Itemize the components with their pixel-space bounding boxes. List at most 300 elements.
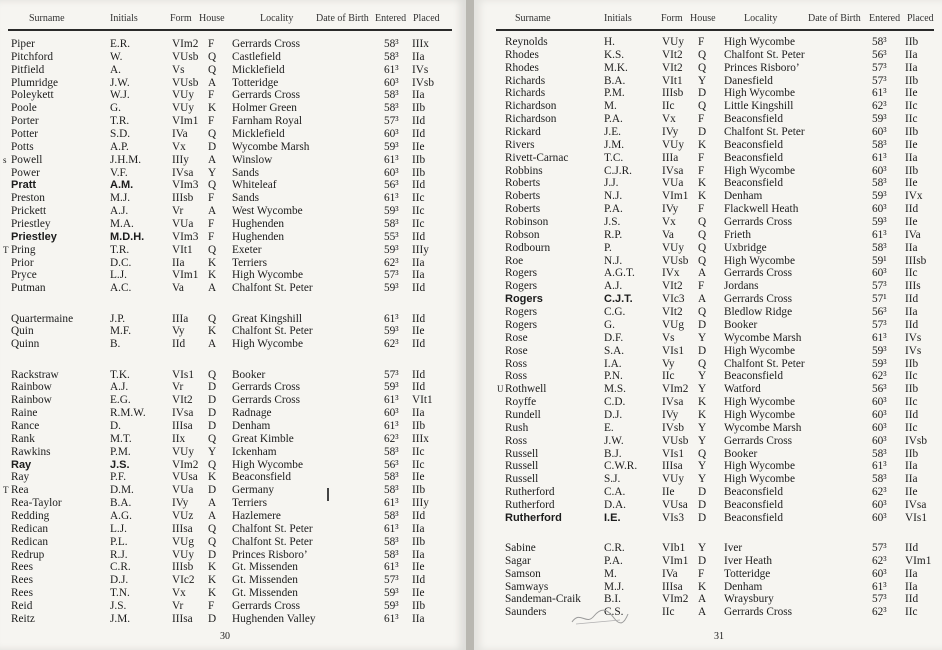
cell-initials: N.J. bbox=[604, 254, 623, 267]
cell-entered: 61³ bbox=[384, 522, 399, 535]
cell-house: D bbox=[698, 344, 707, 357]
cell-form: IVx bbox=[662, 267, 680, 280]
cell-surname: Rose bbox=[505, 331, 528, 344]
cell-initials: P.L. bbox=[110, 535, 128, 548]
cell-locality: Sands bbox=[232, 192, 259, 205]
cell-placed: IIe bbox=[905, 177, 918, 190]
cell-house: Y bbox=[698, 74, 707, 87]
cell-placed: IId bbox=[412, 312, 426, 325]
cell-form: IVa bbox=[172, 128, 188, 141]
cell-house: Q bbox=[208, 50, 217, 63]
table-row bbox=[474, 306, 942, 319]
cell-entered: 57³ bbox=[872, 593, 887, 606]
cell-surname: Potts bbox=[11, 140, 34, 153]
cell-surname: Pratt bbox=[11, 179, 37, 192]
cell-initials: P.F. bbox=[110, 471, 127, 484]
cell-surname: Rea bbox=[11, 484, 29, 497]
cell-house: F bbox=[208, 218, 215, 231]
cell-form: VUy bbox=[172, 102, 194, 115]
table-row bbox=[0, 510, 466, 523]
table-row bbox=[0, 141, 466, 154]
cell-surname: Samson bbox=[505, 567, 541, 580]
cell-house: F bbox=[698, 113, 705, 126]
cell-form: Vx bbox=[662, 113, 676, 126]
cell-surname: Rogers bbox=[505, 318, 538, 331]
cell-house: F bbox=[208, 230, 215, 243]
cell-locality: Totteridge bbox=[724, 567, 771, 580]
cell-entered: 58³ bbox=[872, 36, 887, 48]
table-row bbox=[474, 126, 942, 139]
table-row bbox=[474, 460, 942, 473]
cell-initials: M.J. bbox=[110, 192, 131, 205]
cell-house: Q bbox=[208, 179, 217, 192]
cell-locality: Beaconsfield bbox=[724, 113, 783, 126]
cell-entered: 61³ bbox=[384, 153, 399, 166]
cell-locality: High Wycombe bbox=[724, 408, 795, 421]
cell-entered: 60³ bbox=[872, 408, 887, 421]
table-row bbox=[0, 446, 466, 459]
cell-placed: IVs bbox=[412, 63, 429, 76]
cell-locality: Germany bbox=[232, 484, 275, 497]
cell-placed: IIIy bbox=[412, 497, 429, 510]
header-house: House bbox=[690, 13, 716, 24]
cell-form: IIIa bbox=[172, 312, 189, 325]
cell-form: Vx bbox=[662, 216, 676, 229]
cell-locality: High Wycombe bbox=[232, 458, 303, 471]
cell-surname: Potter bbox=[11, 128, 38, 141]
cell-entered: 58³ bbox=[384, 38, 399, 50]
cell-entered: 60³ bbox=[384, 76, 399, 89]
table-row bbox=[474, 242, 942, 255]
cell-surname: Rivers bbox=[505, 138, 535, 151]
cell-placed: IIa bbox=[412, 522, 425, 535]
handwritten-signature-mark bbox=[570, 606, 630, 628]
cell-entered: 61³ bbox=[384, 497, 399, 510]
table-row bbox=[0, 51, 466, 64]
cell-house: F bbox=[698, 280, 705, 293]
cell-placed: IId bbox=[412, 179, 426, 192]
table-row bbox=[474, 568, 942, 581]
cell-initials: T.N. bbox=[110, 587, 130, 600]
cell-initials: J.S. bbox=[110, 599, 127, 612]
cell-house: Q bbox=[698, 254, 707, 267]
cell-initials: A.J. bbox=[110, 381, 129, 394]
cell-locality: Castlefield bbox=[232, 50, 281, 63]
cell-placed: IIe bbox=[412, 587, 425, 600]
cell-house: F bbox=[208, 192, 215, 205]
table-row bbox=[474, 555, 942, 568]
cell-initials: D. bbox=[110, 419, 121, 432]
cell-entered: 56³ bbox=[872, 48, 887, 61]
cell-locality: Chalfont St. Peter bbox=[724, 126, 805, 139]
cell-initials: M.F. bbox=[110, 325, 132, 338]
cell-entered: 58³ bbox=[384, 102, 399, 115]
cell-form: VIt1 bbox=[172, 243, 193, 256]
header-surname: Surname bbox=[515, 13, 551, 24]
cell-locality: Hughenden bbox=[232, 218, 285, 231]
cell-entered: 60³ bbox=[384, 128, 399, 141]
cell-house: K bbox=[698, 408, 707, 421]
cell-initials: R.P. bbox=[604, 228, 623, 241]
cell-entered: 62³ bbox=[872, 606, 887, 619]
table-row bbox=[0, 600, 466, 613]
cell-initials: J.H.M. bbox=[110, 153, 142, 166]
cell-placed: IIa bbox=[412, 89, 425, 102]
cell-locality: Princes Risboro’ bbox=[232, 548, 308, 561]
cell-house: Q bbox=[698, 306, 707, 319]
cell-placed: IIb bbox=[412, 153, 426, 166]
table-row bbox=[0, 89, 466, 102]
cell-house: K bbox=[208, 574, 217, 587]
cell-entered: 58³ bbox=[384, 535, 399, 548]
left-page bbox=[0, 0, 466, 650]
cell-initials: J.S. bbox=[110, 458, 130, 471]
cell-house: Q bbox=[208, 522, 217, 535]
cell-placed: IIa bbox=[412, 548, 425, 561]
table-row bbox=[0, 179, 466, 192]
cell-form: IIe bbox=[662, 486, 675, 499]
table-row bbox=[0, 192, 466, 205]
cell-surname: Poole bbox=[11, 102, 37, 115]
cell-surname: Robson bbox=[505, 228, 540, 241]
cell-locality: Hughenden bbox=[232, 230, 285, 243]
cell-locality: Great Kingshill bbox=[232, 312, 302, 325]
table-row bbox=[474, 593, 942, 606]
cell-form: VUy bbox=[662, 138, 684, 151]
cell-placed: IId bbox=[412, 282, 426, 295]
table-row bbox=[474, 358, 942, 371]
cell-placed: IIc bbox=[412, 458, 425, 471]
cell-placed: IIc bbox=[905, 267, 918, 280]
header-entered: Entered bbox=[869, 13, 901, 24]
cell-initials: J.J. bbox=[604, 177, 619, 190]
table-row bbox=[0, 205, 466, 218]
cell-house: A bbox=[698, 593, 707, 606]
cell-initials: T.R. bbox=[110, 243, 130, 256]
table-row bbox=[474, 216, 942, 229]
cell-surname: Samways bbox=[505, 580, 549, 593]
cell-initials: J.P. bbox=[110, 312, 126, 325]
cell-form: VIt2 bbox=[662, 48, 683, 61]
cell-locality: Wycombe Marsh bbox=[232, 140, 310, 153]
cell-initials: J.M. bbox=[110, 612, 131, 625]
cell-house: Y bbox=[698, 331, 707, 344]
table-row bbox=[0, 613, 466, 626]
table-row bbox=[0, 64, 466, 77]
cell-surname: Richardson bbox=[505, 113, 557, 126]
cell-surname: Redding bbox=[11, 509, 50, 522]
cell-house: D bbox=[208, 381, 217, 394]
cell-form: IIIsb bbox=[172, 192, 194, 205]
table-row bbox=[0, 38, 466, 51]
cell-initials: A.M. bbox=[110, 179, 134, 192]
cell-entered: 58³ bbox=[872, 473, 887, 486]
cell-entered: 59¹ bbox=[872, 254, 887, 267]
cell-initials: M.J. bbox=[604, 580, 625, 593]
cell-entered: 58³ bbox=[384, 89, 399, 102]
cell-form: Vx bbox=[172, 587, 186, 600]
cell-house: Y bbox=[208, 166, 217, 179]
table-row bbox=[0, 561, 466, 574]
cell-house: F bbox=[208, 115, 215, 128]
table-row bbox=[474, 190, 942, 203]
cell-placed: IIc bbox=[412, 218, 425, 231]
cell-surname: Sandeman-Craik bbox=[505, 593, 581, 606]
cell-house: Q bbox=[698, 100, 707, 113]
cell-placed: IIb bbox=[412, 535, 426, 548]
cell-placed: IId bbox=[905, 293, 919, 306]
cell-house: K bbox=[208, 256, 217, 269]
cell-locality: Gt. Missenden bbox=[232, 587, 298, 600]
cell-initials: A.C. bbox=[110, 282, 132, 295]
cell-surname: Piper bbox=[11, 38, 35, 50]
row-prefix: s bbox=[3, 154, 7, 165]
cell-entered: 59³ bbox=[384, 282, 399, 295]
cell-surname: Plumridge bbox=[11, 76, 59, 89]
cell-form: VIm1 bbox=[172, 115, 199, 128]
cell-house: Q bbox=[208, 535, 217, 548]
header-placed: Placed bbox=[413, 13, 440, 24]
cell-entered: 60³ bbox=[872, 164, 887, 177]
cell-form: IVy bbox=[662, 126, 679, 139]
cell-initials: H. bbox=[604, 36, 615, 48]
cell-placed: IIa bbox=[905, 473, 918, 486]
header-initials: Initials bbox=[110, 13, 138, 24]
cell-initials: P.M. bbox=[110, 445, 131, 458]
cell-placed: IIb bbox=[905, 357, 919, 370]
header-surname: Surname bbox=[29, 13, 65, 24]
cell-entered: 59³ bbox=[384, 381, 399, 394]
cell-locality: High Wycombe bbox=[724, 473, 795, 486]
cell-form: Vy bbox=[662, 357, 675, 370]
cell-form: IIIy bbox=[172, 153, 189, 166]
cell-surname: Roe bbox=[505, 254, 524, 267]
cell-entered: 61³ bbox=[872, 580, 887, 593]
cell-surname: Rees bbox=[11, 561, 33, 574]
table-row bbox=[0, 244, 466, 257]
cell-locality: Radnage bbox=[232, 407, 272, 420]
cell-surname: Quinn bbox=[11, 338, 40, 351]
cell-locality: Wraysbury bbox=[724, 593, 774, 606]
cell-house: F bbox=[698, 151, 705, 164]
cell-initials: D.M. bbox=[110, 484, 134, 497]
cell-house: F bbox=[208, 599, 215, 612]
cell-placed: IIc bbox=[905, 606, 918, 619]
cell-surname: Robinson bbox=[505, 216, 549, 229]
cell-house: F bbox=[208, 89, 215, 102]
cell-surname: Ross bbox=[505, 357, 527, 370]
table-row bbox=[474, 36, 942, 49]
cell-surname: Ross bbox=[505, 434, 527, 447]
cell-form: VIt2 bbox=[662, 306, 683, 319]
cell-initials: B. bbox=[110, 338, 121, 351]
cell-surname: Pitchford bbox=[11, 50, 54, 63]
table-row bbox=[0, 231, 466, 244]
table-row bbox=[474, 229, 942, 242]
cell-surname: Rose bbox=[505, 344, 528, 357]
cell-locality: Princes Risboro’ bbox=[724, 61, 800, 74]
cell-placed: IIc bbox=[412, 445, 425, 458]
cell-form: VUsb bbox=[172, 76, 199, 89]
cell-form: VIc2 bbox=[172, 574, 195, 587]
table-row bbox=[474, 177, 942, 190]
cell-entered: 61³ bbox=[384, 192, 399, 205]
cell-surname: Rainbow bbox=[11, 394, 52, 407]
cell-form: IIIsb bbox=[172, 561, 194, 574]
table-row bbox=[474, 486, 942, 499]
table-row bbox=[474, 332, 942, 345]
cell-placed: IIa bbox=[905, 567, 918, 580]
cell-house: K bbox=[208, 325, 217, 338]
cell-surname: Rutherford bbox=[505, 486, 555, 499]
cell-locality: Great Kimble bbox=[232, 432, 294, 445]
cell-form: Vy bbox=[172, 325, 185, 338]
cell-surname: Prickett bbox=[11, 205, 47, 218]
cell-placed: IId bbox=[412, 381, 426, 394]
cell-surname: Rickard bbox=[505, 126, 541, 139]
cell-house: D bbox=[698, 554, 707, 567]
cell-house: D bbox=[698, 87, 707, 100]
cell-house: D bbox=[208, 548, 217, 561]
cell-entered: 57³ bbox=[872, 318, 887, 331]
cell-form: VUsb bbox=[662, 254, 689, 267]
cell-entered: 57³ bbox=[872, 74, 887, 87]
cell-surname: Rothwell bbox=[505, 383, 547, 396]
table-row bbox=[474, 49, 942, 62]
cell-surname: Redican bbox=[11, 535, 49, 548]
cell-house: Y bbox=[698, 542, 707, 555]
cell-initials: B.A. bbox=[110, 497, 132, 510]
cell-placed: IId bbox=[412, 338, 426, 351]
cell-house: K bbox=[698, 580, 707, 593]
cell-form: IVsb bbox=[662, 421, 684, 434]
cell-surname: Quartermaine bbox=[11, 312, 74, 325]
cell-surname: Rance bbox=[11, 419, 40, 432]
cell-locality: Gerrards Cross bbox=[232, 394, 301, 407]
table-row bbox=[0, 77, 466, 90]
cell-locality: High Wycombe bbox=[724, 36, 795, 48]
cell-house: Y bbox=[698, 421, 707, 434]
cell-surname: Rundell bbox=[505, 408, 541, 421]
cell-form: IVsa bbox=[172, 407, 194, 420]
cell-placed: IIe bbox=[905, 87, 918, 100]
cell-locality: High Wycombe bbox=[724, 87, 795, 100]
cell-entered: 58³ bbox=[384, 484, 399, 497]
table-row bbox=[474, 152, 942, 165]
cell-house: Y bbox=[698, 473, 707, 486]
cell-entered: 56³ bbox=[384, 458, 399, 471]
cell-house: D bbox=[208, 407, 217, 420]
cell-placed: IIIsb bbox=[905, 254, 927, 267]
cell-initials: B.I. bbox=[604, 593, 621, 606]
cell-locality: Gerrards Cross bbox=[724, 434, 793, 447]
table-row bbox=[474, 267, 942, 280]
table-row bbox=[0, 523, 466, 536]
cell-surname: Rush bbox=[505, 421, 529, 434]
cell-locality: Wycombe Marsh bbox=[724, 421, 802, 434]
table-row bbox=[474, 422, 942, 435]
cell-initials: J.W. bbox=[604, 434, 624, 447]
cell-initials: D.F. bbox=[604, 331, 624, 344]
cell-initials: M. bbox=[604, 100, 617, 113]
cell-surname: Saunders bbox=[505, 606, 547, 619]
cell-locality: Terriers bbox=[232, 256, 267, 269]
cell-form: VIs3 bbox=[662, 511, 684, 524]
cell-locality: Gerrards Cross bbox=[724, 216, 793, 229]
header-rule bbox=[496, 29, 934, 31]
table-row bbox=[474, 606, 942, 619]
cell-form: VUsa bbox=[662, 498, 688, 511]
cell-entered: 61³ bbox=[384, 561, 399, 574]
cell-locality: Winslow bbox=[232, 153, 273, 166]
row-prefix: T bbox=[3, 485, 9, 496]
cell-house: K bbox=[208, 102, 217, 115]
table-row bbox=[0, 574, 466, 587]
cell-surname: Priestley bbox=[11, 230, 57, 243]
cell-form: IVy bbox=[662, 408, 679, 421]
header-date-of-birth: Date of Birth bbox=[808, 13, 861, 24]
cell-house: Q bbox=[208, 243, 217, 256]
cell-form: IIIsa bbox=[172, 612, 193, 625]
cell-entered: 60³ bbox=[872, 434, 887, 447]
cell-entered: 59³ bbox=[872, 357, 887, 370]
cell-initials: S.A. bbox=[604, 344, 625, 357]
cell-entered: 60³ bbox=[872, 396, 887, 409]
cell-form: VIm2 bbox=[172, 38, 199, 50]
cell-form: Vr bbox=[172, 599, 184, 612]
cell-initials: E.R. bbox=[110, 38, 131, 50]
cell-form: IIIa bbox=[662, 151, 679, 164]
cell-locality: Terriers bbox=[232, 497, 267, 510]
cell-surname: Richards bbox=[505, 74, 546, 87]
cell-entered: 62³ bbox=[872, 554, 887, 567]
cell-placed: IId bbox=[905, 318, 919, 331]
cell-surname: Russell bbox=[505, 447, 539, 460]
cell-entered: 58³ bbox=[384, 471, 399, 484]
cell-locality: Booker bbox=[724, 447, 758, 460]
cell-entered: 60³ bbox=[872, 267, 887, 280]
cell-placed: IIa bbox=[905, 580, 918, 593]
cell-form: Va bbox=[662, 228, 674, 241]
cell-form: VIm1 bbox=[662, 554, 689, 567]
cell-initials: C.G. bbox=[604, 306, 626, 319]
cell-locality: Gerrards Cross bbox=[232, 381, 301, 394]
cell-surname: Rees bbox=[11, 574, 33, 587]
margin-mark bbox=[327, 488, 329, 501]
header-placed: Placed bbox=[907, 13, 934, 24]
cell-house: A bbox=[208, 205, 217, 218]
cell-house: A bbox=[698, 267, 707, 280]
cell-entered: 56³ bbox=[872, 306, 887, 319]
cell-entered: 61³ bbox=[384, 394, 399, 407]
cell-placed: IId bbox=[905, 203, 919, 216]
cell-initials: A.P. bbox=[110, 140, 129, 153]
cell-entered: 59³ bbox=[872, 113, 887, 126]
table-row bbox=[0, 269, 466, 282]
cell-surname: Roberts bbox=[505, 177, 541, 190]
cell-house: A bbox=[698, 293, 707, 306]
cell-house: A bbox=[208, 76, 217, 89]
cell-surname: Poleykett bbox=[11, 89, 54, 102]
cell-house: D bbox=[208, 419, 217, 432]
cell-initials: J.W. bbox=[110, 76, 130, 89]
cell-entered: 62³ bbox=[872, 486, 887, 499]
cell-form: VUg bbox=[662, 318, 684, 331]
cell-entered: 57³ bbox=[384, 368, 399, 381]
cell-surname: Reitz bbox=[11, 612, 35, 625]
cell-placed: IIe bbox=[412, 140, 425, 153]
cell-placed: IIe bbox=[412, 561, 425, 574]
